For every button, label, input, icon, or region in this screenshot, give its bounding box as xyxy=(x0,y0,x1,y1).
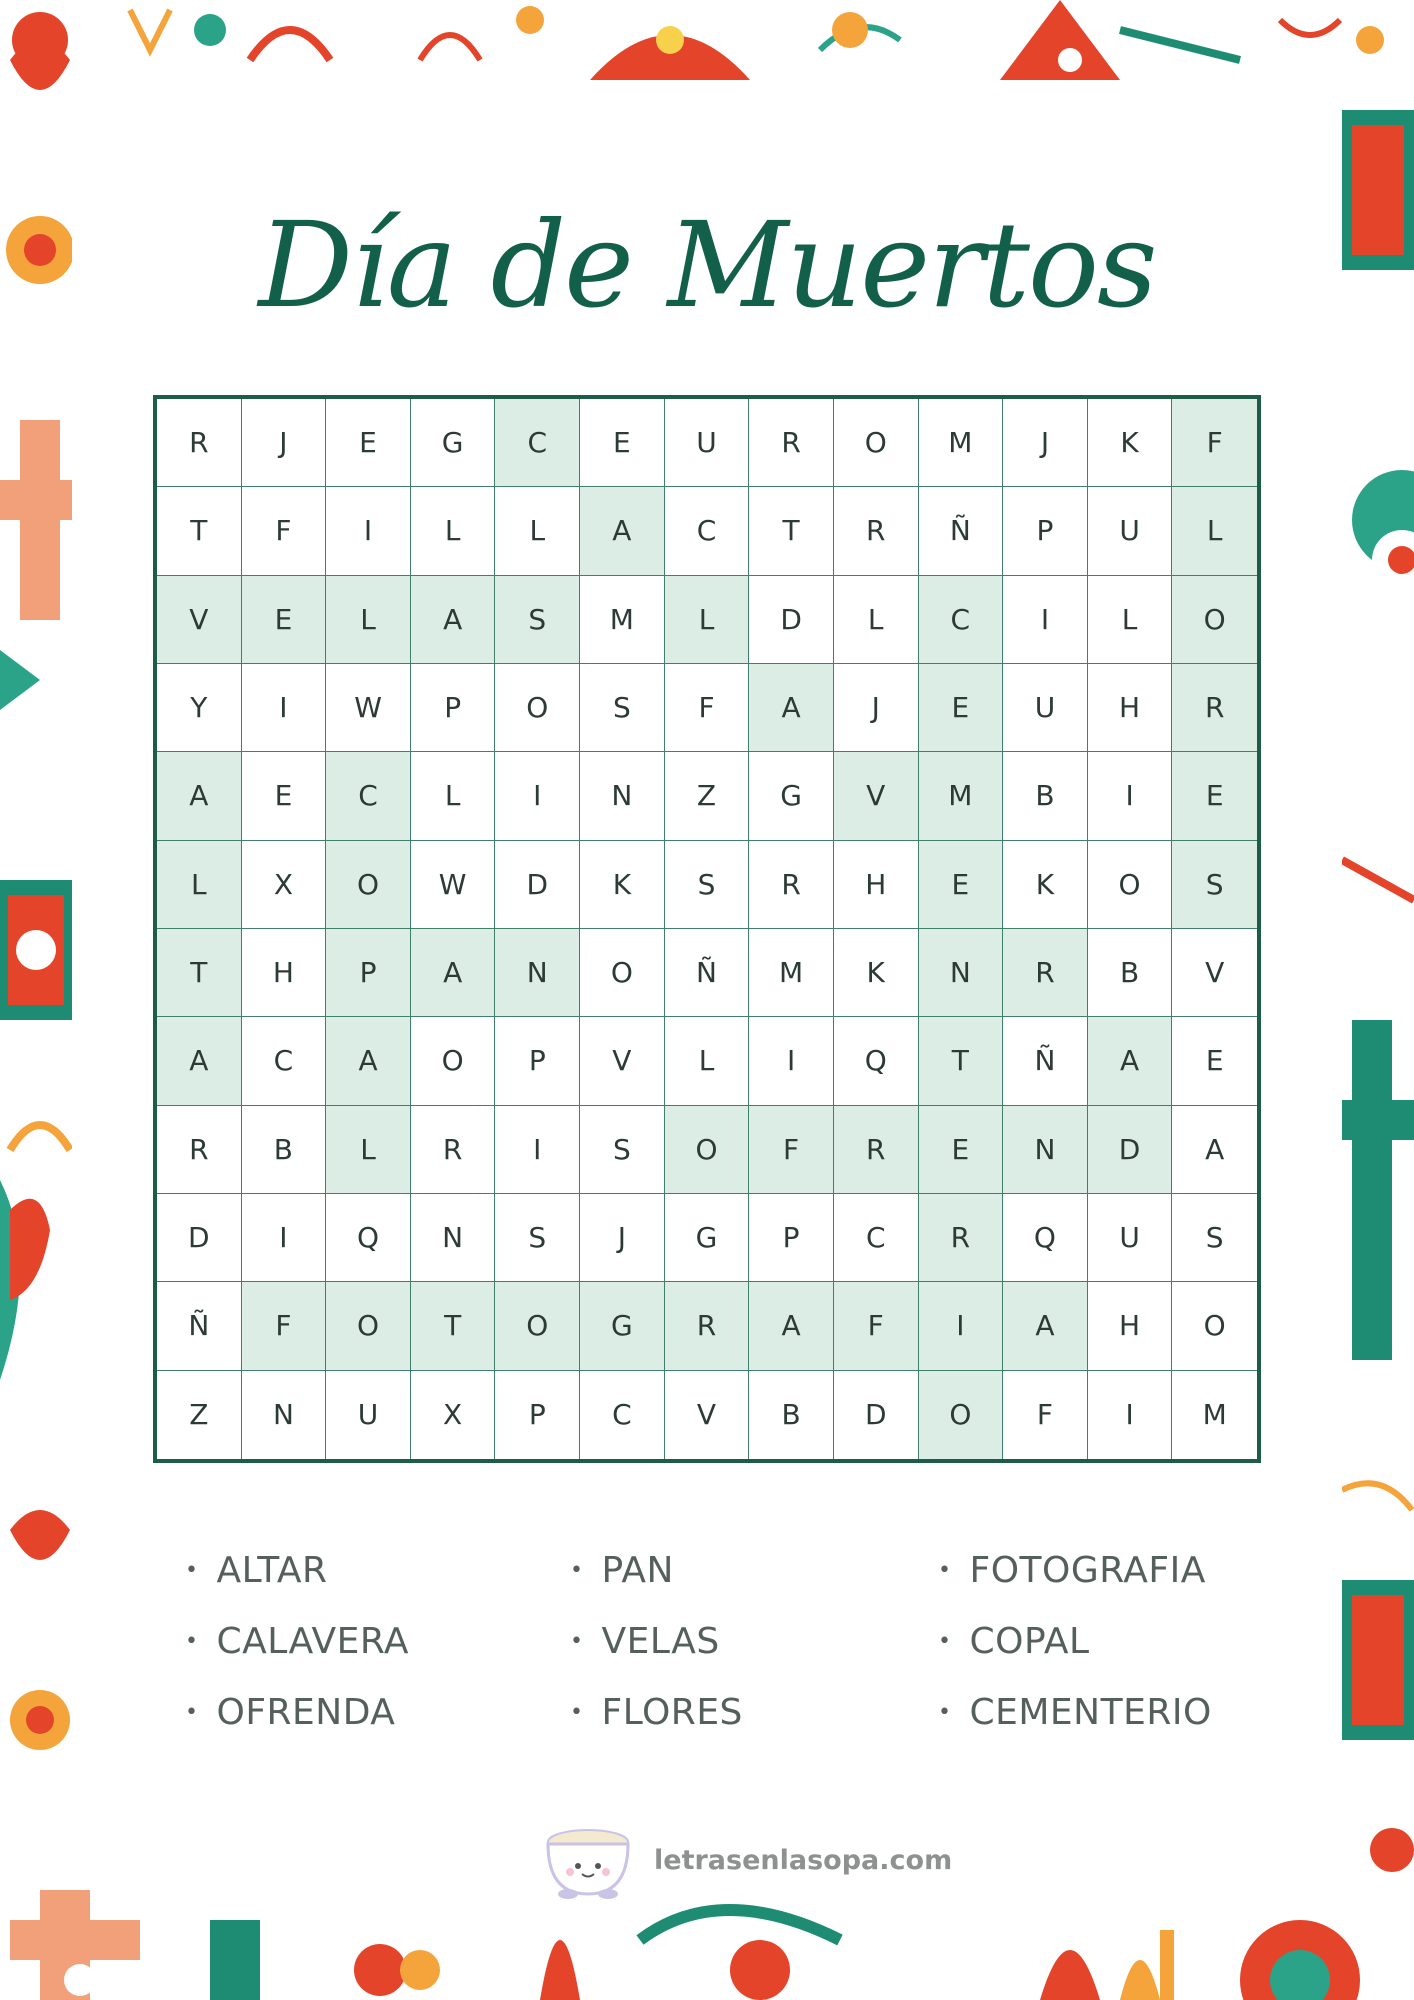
grid-cell[interactable]: L xyxy=(411,487,496,575)
grid-cell[interactable]: U xyxy=(1088,1194,1173,1282)
grid-cell[interactable]: L xyxy=(326,1106,411,1194)
grid-cell[interactable]: G xyxy=(665,1194,750,1282)
grid-cell[interactable]: Ñ xyxy=(919,487,1004,575)
grid-cell[interactable]: S xyxy=(495,576,580,664)
grid-cell[interactable]: A xyxy=(1172,1106,1257,1194)
grid-cell[interactable]: A xyxy=(411,929,496,1017)
grid-cell[interactable]: I xyxy=(495,1106,580,1194)
word-label: ALTAR xyxy=(216,1550,328,1591)
grid-cell[interactable]: L xyxy=(411,752,496,840)
grid-cell[interactable]: E xyxy=(326,399,411,487)
grid-cell[interactable]: K xyxy=(580,841,665,929)
grid-cell[interactable]: A xyxy=(749,664,834,752)
grid-cell[interactable]: U xyxy=(1088,487,1173,575)
grid-cell[interactable]: O xyxy=(834,399,919,487)
word-label: OFRENDA xyxy=(216,1692,396,1733)
grid-cell[interactable]: R xyxy=(665,1282,750,1370)
grid-cell[interactable]: M xyxy=(1202,1398,1227,1432)
decorative-top-border xyxy=(0,0,1414,80)
word-search-grid xyxy=(153,395,1261,1463)
grid-cell[interactable]: N xyxy=(242,1371,327,1459)
grid-cell[interactable]: A xyxy=(157,752,242,840)
word-label: VELAS xyxy=(601,1621,720,1662)
grid-cell[interactable]: L xyxy=(665,1017,750,1105)
grid-cell[interactable]: A xyxy=(1003,1282,1088,1370)
grid-cell[interactable]: R xyxy=(157,1106,242,1194)
bullet-icon: • xyxy=(938,1700,952,1725)
bullet-icon: • xyxy=(938,1629,952,1654)
grid-cell[interactable]: J xyxy=(1003,399,1088,487)
grid-cell[interactable]: F xyxy=(749,1106,834,1194)
grid-cell[interactable]: C xyxy=(495,399,580,487)
grid-cell[interactable]: F xyxy=(1003,1371,1088,1459)
grid-cell[interactable]: M xyxy=(919,752,1004,840)
grid-cell[interactable]: V xyxy=(580,1017,665,1105)
bullet-icon: • xyxy=(570,1629,584,1654)
grid-cell[interactable]: P xyxy=(411,664,496,752)
grid-cell[interactable]: C xyxy=(834,1194,919,1282)
grid-cell[interactable]: R xyxy=(834,1106,919,1194)
bullet-icon: • xyxy=(938,1558,952,1583)
grid-cell[interactable]: T xyxy=(919,1017,1004,1105)
grid-cell[interactable]: P xyxy=(495,1017,580,1105)
grid-cell[interactable]: D xyxy=(749,576,834,664)
grid-cell[interactable]: G xyxy=(580,1282,665,1370)
grid-cell[interactable]: A xyxy=(411,576,496,664)
grid-cell[interactable]: Q xyxy=(326,1194,411,1282)
grid-cell[interactable]: N xyxy=(1003,1106,1088,1194)
grid-cell[interactable]: U xyxy=(326,1371,411,1459)
grid-cell[interactable]: E xyxy=(919,1106,1004,1194)
grid-cell[interactable]: K xyxy=(1088,399,1173,487)
grid-cell[interactable]: I xyxy=(919,1282,1004,1370)
grid-cell[interactable]: N xyxy=(411,1194,496,1282)
grid-cell[interactable]: N xyxy=(919,929,1004,1017)
grid-cell[interactable]: F xyxy=(1172,399,1257,487)
grid-cell[interactable]: R xyxy=(1003,929,1088,1017)
grid-cell[interactable]: Z xyxy=(157,1371,242,1459)
grid-cell[interactable]: I xyxy=(495,752,580,840)
grid-cell[interactable]: S xyxy=(495,1194,580,1282)
word-list-item xyxy=(570,1535,938,1606)
grid-cell[interactable]: J xyxy=(580,1194,665,1282)
grid-cell[interactable]: C xyxy=(665,487,750,575)
grid-cell[interactable]: C xyxy=(580,1371,665,1459)
grid-cell[interactable]: P xyxy=(326,929,411,1017)
page-title: Día de Muertos xyxy=(258,196,1156,334)
grid-cell[interactable]: B xyxy=(242,1106,327,1194)
grid-cell[interactable]: N xyxy=(580,752,665,840)
grid-cell[interactable]: E xyxy=(919,841,1004,929)
grid-cell[interactable]: O xyxy=(495,664,580,752)
grid-cell[interactable]: J xyxy=(242,399,327,487)
grid-cell[interactable]: B xyxy=(1088,929,1173,1017)
grid-cell[interactable]: I xyxy=(242,1194,327,1282)
grid-cell[interactable]: R xyxy=(919,1194,1004,1282)
grid-cell[interactable]: B xyxy=(1003,752,1088,840)
grid-cell[interactable]: A xyxy=(326,1017,411,1105)
grid-cell[interactable]: X xyxy=(242,841,327,929)
grid-cell[interactable]: L xyxy=(665,576,750,664)
grid-cell[interactable]: P xyxy=(749,1194,834,1282)
word-list-item xyxy=(185,1677,570,1748)
grid-cell[interactable]: W xyxy=(411,841,496,929)
grid-cell[interactable]: E xyxy=(580,399,665,487)
grid-cell[interactable]: C xyxy=(242,1017,327,1105)
grid-cell[interactable]: M xyxy=(749,929,834,1017)
grid-cell[interactable]: O xyxy=(411,1017,496,1105)
grid-cell[interactable]: L xyxy=(1172,487,1257,575)
bullet-icon: • xyxy=(570,1558,584,1583)
grid-cell[interactable]: O xyxy=(326,841,411,929)
grid-cell[interactable]: S xyxy=(1172,841,1257,929)
grid-cell[interactable]: R xyxy=(411,1106,496,1194)
grid-cell[interactable]: O xyxy=(580,929,665,1017)
grid-cell[interactable]: F xyxy=(665,664,750,752)
grid-cell[interactable]: V xyxy=(665,1371,750,1459)
word-label: FLORES xyxy=(601,1692,743,1733)
grid-cell[interactable]: S xyxy=(1172,1194,1257,1282)
bullet-icon: • xyxy=(570,1700,584,1725)
grid-cell[interactable]: R xyxy=(749,399,834,487)
grid-cell[interactable]: V xyxy=(157,576,242,664)
word-label: FOTOGRAFIA xyxy=(969,1550,1206,1591)
grid-cell[interactable]: L xyxy=(326,576,411,664)
grid-cell[interactable]: N xyxy=(495,929,580,1017)
word-list-item xyxy=(185,1606,570,1677)
grid-cell[interactable]: K xyxy=(1003,841,1088,929)
grid-cell[interactable]: E xyxy=(242,576,327,664)
grid-cell[interactable]: F xyxy=(834,1282,919,1370)
grid-cell[interactable]: T xyxy=(411,1282,496,1370)
grid-cell[interactable]: H xyxy=(1088,664,1173,752)
grid-cell[interactable]: A xyxy=(749,1282,834,1370)
grid-cell[interactable]: Q xyxy=(834,1017,919,1105)
grid-cell[interactable]: A xyxy=(1088,1017,1173,1105)
grid-cell[interactable]: G xyxy=(749,752,834,840)
grid-cell[interactable]: C xyxy=(326,752,411,840)
grid-cell[interactable]: P xyxy=(1003,487,1088,575)
grid-cell[interactable]: L xyxy=(834,576,919,664)
grid-cell[interactable]: O xyxy=(1172,1282,1257,1370)
grid-cell[interactable]: E xyxy=(242,752,327,840)
word-list xyxy=(185,1535,1245,1745)
grid-cell[interactable]: T xyxy=(157,487,242,575)
grid-cell[interactable]: P xyxy=(495,1371,580,1459)
grid-cell[interactable]: F xyxy=(242,1282,327,1370)
rice-bowl-logo-icon xyxy=(540,1820,636,1900)
grid-cell[interactable]: C xyxy=(919,576,1004,664)
grid-cell[interactable]: S xyxy=(580,664,665,752)
grid-cell[interactable]: S xyxy=(580,1106,665,1194)
grid-cell[interactable]: A xyxy=(580,487,665,575)
grid-cell[interactable]: D xyxy=(1088,1106,1173,1194)
footer xyxy=(540,1815,960,1905)
grid-cell[interactable]: D xyxy=(495,841,580,929)
grid-cell[interactable]: T xyxy=(157,929,242,1017)
word-label: CEMENTERIO xyxy=(969,1692,1212,1733)
grid-cell[interactable]: H xyxy=(242,929,327,1017)
word-label: CALAVERA xyxy=(216,1621,410,1662)
grid-cell[interactable]: K xyxy=(834,929,919,1017)
grid-cell[interactable]: H xyxy=(834,841,919,929)
grid-cell[interactable]: X xyxy=(411,1371,496,1459)
grid-cell[interactable]: S xyxy=(665,841,750,929)
grid-cell[interactable]: Q xyxy=(1003,1194,1088,1282)
grid-cell[interactable]: D xyxy=(834,1371,919,1459)
grid-cell[interactable]: T xyxy=(749,487,834,575)
grid-cell[interactable]: O xyxy=(1088,841,1173,929)
word-list-item xyxy=(185,1535,570,1606)
grid-cell[interactable]: U xyxy=(665,399,750,487)
grid-cell[interactable]: M xyxy=(580,576,665,664)
grid-cell[interactable]: O xyxy=(1172,576,1257,664)
grid-cell[interactable]: L xyxy=(1088,576,1173,664)
grid-cell[interactable]: M xyxy=(919,399,1004,487)
grid-cell[interactable]: D xyxy=(157,1194,242,1282)
grid-cell[interactable]: V xyxy=(834,752,919,840)
grid-cell[interactable]: Y xyxy=(157,664,242,752)
grid-cell[interactable]: Z xyxy=(665,752,750,840)
grid-cell[interactable]: I xyxy=(1088,1371,1173,1459)
grid-cell[interactable]: R xyxy=(834,487,919,575)
grid-cell[interactable]: E xyxy=(1172,1017,1257,1105)
grid-cell[interactable]: R xyxy=(749,841,834,929)
grid-cell[interactable]: I xyxy=(242,664,327,752)
word-list-item xyxy=(938,1535,1238,1606)
grid-cell[interactable]: O xyxy=(326,1282,411,1370)
grid-cell[interactable]: E xyxy=(1172,752,1257,840)
grid-cell[interactable]: U xyxy=(1003,664,1088,752)
grid-cell[interactable]: J xyxy=(834,664,919,752)
grid-cell[interactable]: L xyxy=(495,487,580,575)
bullet-icon: • xyxy=(185,1700,199,1725)
grid-cell[interactable]: O xyxy=(665,1106,750,1194)
grid-cell[interactable]: L xyxy=(157,841,242,929)
bullet-icon: • xyxy=(185,1629,199,1654)
grid-cell[interactable]: Ñ xyxy=(665,929,750,1017)
grid-cell[interactable]: G xyxy=(411,399,496,487)
grid-cell[interactable]: B xyxy=(749,1371,834,1459)
footer-site-name[interactable]: letrasenlasopa.com xyxy=(654,1844,953,1876)
bullet-icon: • xyxy=(185,1558,199,1583)
word-list-item xyxy=(570,1606,938,1677)
grid-cell[interactable]: Ñ xyxy=(157,1282,242,1370)
grid-cell[interactable]: I xyxy=(326,487,411,575)
grid-cell[interactable]: I xyxy=(749,1017,834,1105)
word-list-item xyxy=(938,1606,1238,1677)
word-list-item xyxy=(938,1677,1238,1748)
grid-cell[interactable]: E xyxy=(919,664,1004,752)
grid-cell[interactable]: O xyxy=(919,1371,1004,1459)
grid-cell[interactable]: I xyxy=(1088,752,1173,840)
word-list-item xyxy=(570,1677,938,1748)
grid-cell[interactable]: A xyxy=(157,1017,242,1105)
grid-cell[interactable]: W xyxy=(326,664,411,752)
word-label: COPAL xyxy=(969,1621,1090,1662)
grid-cell[interactable]: R xyxy=(1172,664,1257,752)
grid-cell[interactable]: R xyxy=(157,399,242,487)
grid-cell[interactable]: H xyxy=(1088,1282,1173,1370)
grid-cell[interactable]: Ñ xyxy=(1003,1017,1088,1105)
grid-cell[interactable]: I xyxy=(1003,576,1088,664)
word-label: PAN xyxy=(601,1550,674,1591)
grid-cell[interactable]: O xyxy=(495,1282,580,1370)
grid-cell[interactable]: V xyxy=(1172,929,1257,1017)
grid-cell[interactable]: F xyxy=(242,487,327,575)
